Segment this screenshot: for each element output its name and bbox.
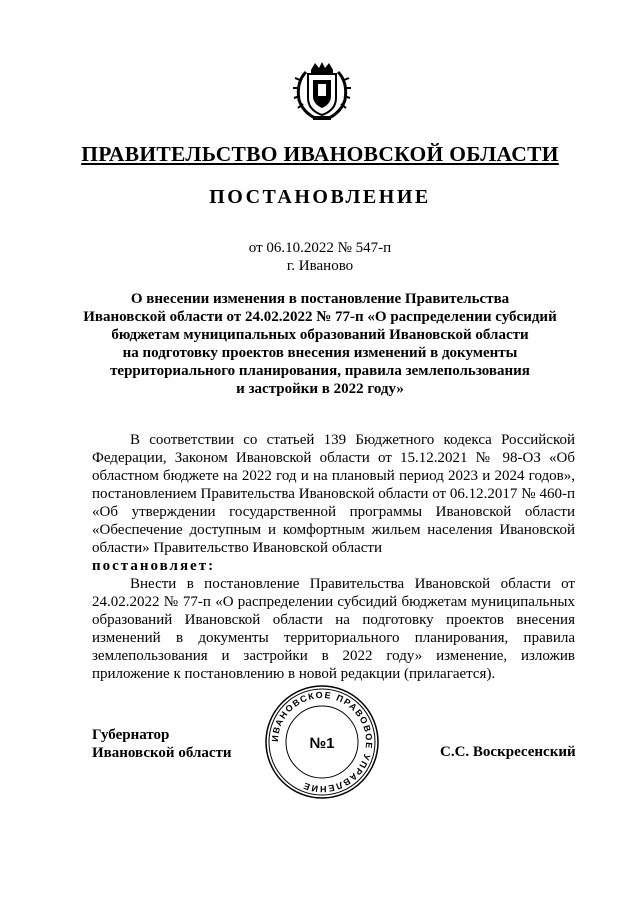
preamble-text: В соответствии со статьей 139 Бюджетного кодекса Российской Федерации, Законом Ивановской области от 15.12.2021 № 98-ОЗ «Об областном бюджете на 2022 год и на плановый период 2023 и 2024 годов», постановлением Правительства Ивановской области от 06.12.2017 № 460-п «Об утверждении государственной программы Ивановской области «Обеспечение доступным и комфортным жильем населения Ивановской области» Правительство Ивановской области — [92, 432, 575, 556]
decree-word-line — [92, 557, 575, 575]
position-line: Ивановской области — [92, 745, 232, 761]
title-line: бюджетам муниципальных образований Ивановской области — [111, 327, 529, 343]
signatory-position — [92, 726, 232, 762]
title-line: и застройки в 2022 году» — [236, 381, 404, 397]
signatory-name: С.С. Воскресенский — [440, 744, 576, 760]
title-line: территориального планирования, правила землепользования — [110, 363, 530, 379]
document-title — [82, 290, 558, 398]
title-line: О внесении изменения в постановление Правительства — [130, 291, 510, 307]
title-line: Ивановской области от 24.02.2022 № 77-п «О распределении субсидий — [83, 309, 557, 325]
decision-paragraph: Внести в постановление Правительства Ивановской области от 24.02.2022 № 77-п «О распределении субсидий бюджетам муниципальных образований Ивановской области на подготовку проектов внесения изменений в документы территориального планирования, правила землепользования и застройки в 2022 году» изменение, изложив приложение к постановлению в новой редакции (прилагается). — [92, 576, 575, 682]
document-date-number: от 06.10.2022 № 547-п — [248, 240, 392, 256]
document-city: г. Иваново — [286, 258, 354, 274]
preamble-paragraph — [92, 431, 575, 557]
stamp-number: №1 — [309, 735, 335, 752]
organization-title: ПРАВИТЕЛЬСТВО ИВАНОВСКОЙ ОБЛАСТИ — [81, 142, 559, 166]
coat-of-arms-icon — [291, 60, 353, 122]
decree-word: постановляет: — [92, 558, 216, 574]
official-stamp-icon — [264, 684, 380, 800]
stamp-outer-text: ИВАНОВСКОЕ ПРАВОВОЕ УПРАВЛЕНИЕ — [269, 689, 375, 795]
document-type: ПОСТАНОВЛЕНИЕ — [209, 186, 431, 208]
title-line: на подготовку проектов внесения изменений в документы — [122, 345, 518, 361]
position-line: Губернатор — [92, 727, 170, 743]
